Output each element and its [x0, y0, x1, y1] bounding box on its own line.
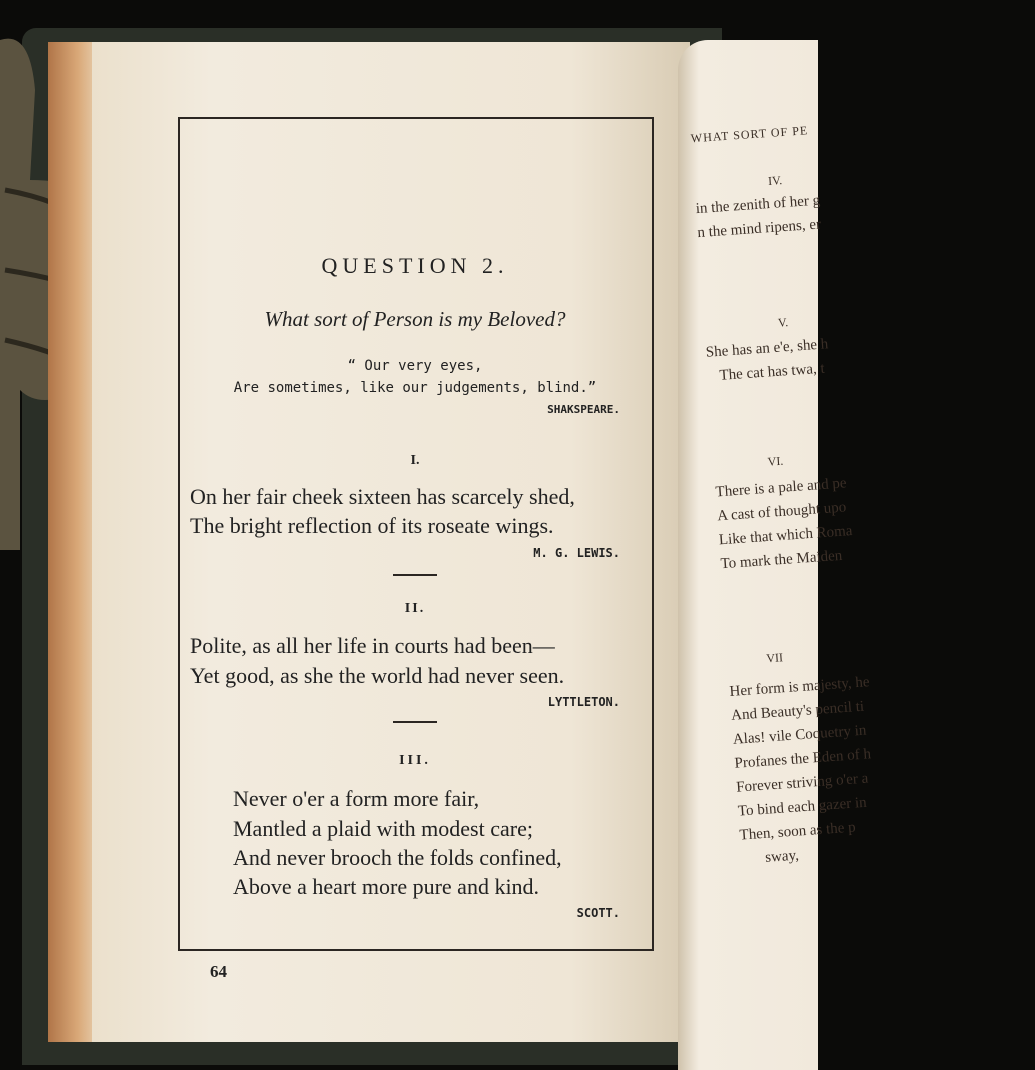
question-heading: QUESTION 2. [321, 253, 509, 278]
verse-line: A cast of thought upo [716, 499, 847, 525]
question-subtitle: What sort of Person is my Beloved? [264, 307, 566, 331]
verse-line: Above a heart more pure and kind. [233, 874, 540, 899]
verse-line: And never brooch the folds confined, [233, 845, 562, 870]
verse-line: Mantled a plaid with modest care; [233, 816, 533, 841]
verse-line: n the mind ripens, er [696, 216, 822, 242]
section-divider [393, 574, 437, 576]
section-numeral: I. [410, 453, 420, 468]
verse-line: Her form is majesty, he [729, 674, 871, 700]
verse-line: She has an e'e, she h [705, 336, 829, 361]
verse-line: On her fair cheek sixteen has scarcely shed, [190, 484, 575, 509]
page-edges [48, 42, 98, 1042]
verse-line: Never o'er a form more fair, [233, 786, 480, 811]
epigraph-author: SHAKSPEARE. [547, 403, 620, 416]
verse-line: To bind each gazer in [737, 794, 868, 820]
right-page [678, 40, 872, 1070]
section-divider [393, 721, 437, 723]
section-author: LYTTLETON. [547, 695, 620, 709]
section-numeral: VII [765, 650, 784, 666]
section-author: M. G. LEWIS. [533, 546, 620, 560]
epigraph-line: Are sometimes, like our judgements, blind.” [233, 380, 597, 396]
verse-line: And Beauty's pencil ti [730, 698, 865, 724]
section-numeral: VI. [767, 453, 784, 469]
verse-line: To mark the Maiden [720, 547, 843, 573]
running-head: WHAT SORT OF PE [690, 123, 809, 146]
verse-line: Alas! vile Coquetry in [732, 722, 867, 748]
section-numeral: II. [404, 601, 426, 616]
verse-line: in the zenith of her g [695, 192, 821, 218]
verse-line: Polite, as all her life in courts had been— [190, 633, 555, 658]
verse-line: Forever striving o'er a [735, 770, 869, 796]
verse-line: sway, [764, 847, 800, 866]
section-numeral: IV. [767, 173, 783, 189]
page-number: 64 [210, 962, 227, 981]
verse-line: Then, soon as the p [739, 819, 857, 844]
section-numeral: III. [399, 753, 431, 768]
section-numeral: V. [777, 315, 789, 330]
verse-line: There is a pale and pe [715, 475, 848, 501]
verse-line: The cat has twa, t [718, 360, 826, 384]
epigraph-line: “ Our very eyes, [347, 358, 483, 374]
verse-line: Like that which Roma [718, 523, 853, 549]
verse-line: Yet good, as she the world had never seen. [190, 663, 565, 688]
section-author: SCOTT. [576, 906, 620, 920]
verse-line: Profanes the Eden of h [734, 746, 872, 772]
verse-line: The bright reflection of its roseate wings. [190, 513, 554, 538]
